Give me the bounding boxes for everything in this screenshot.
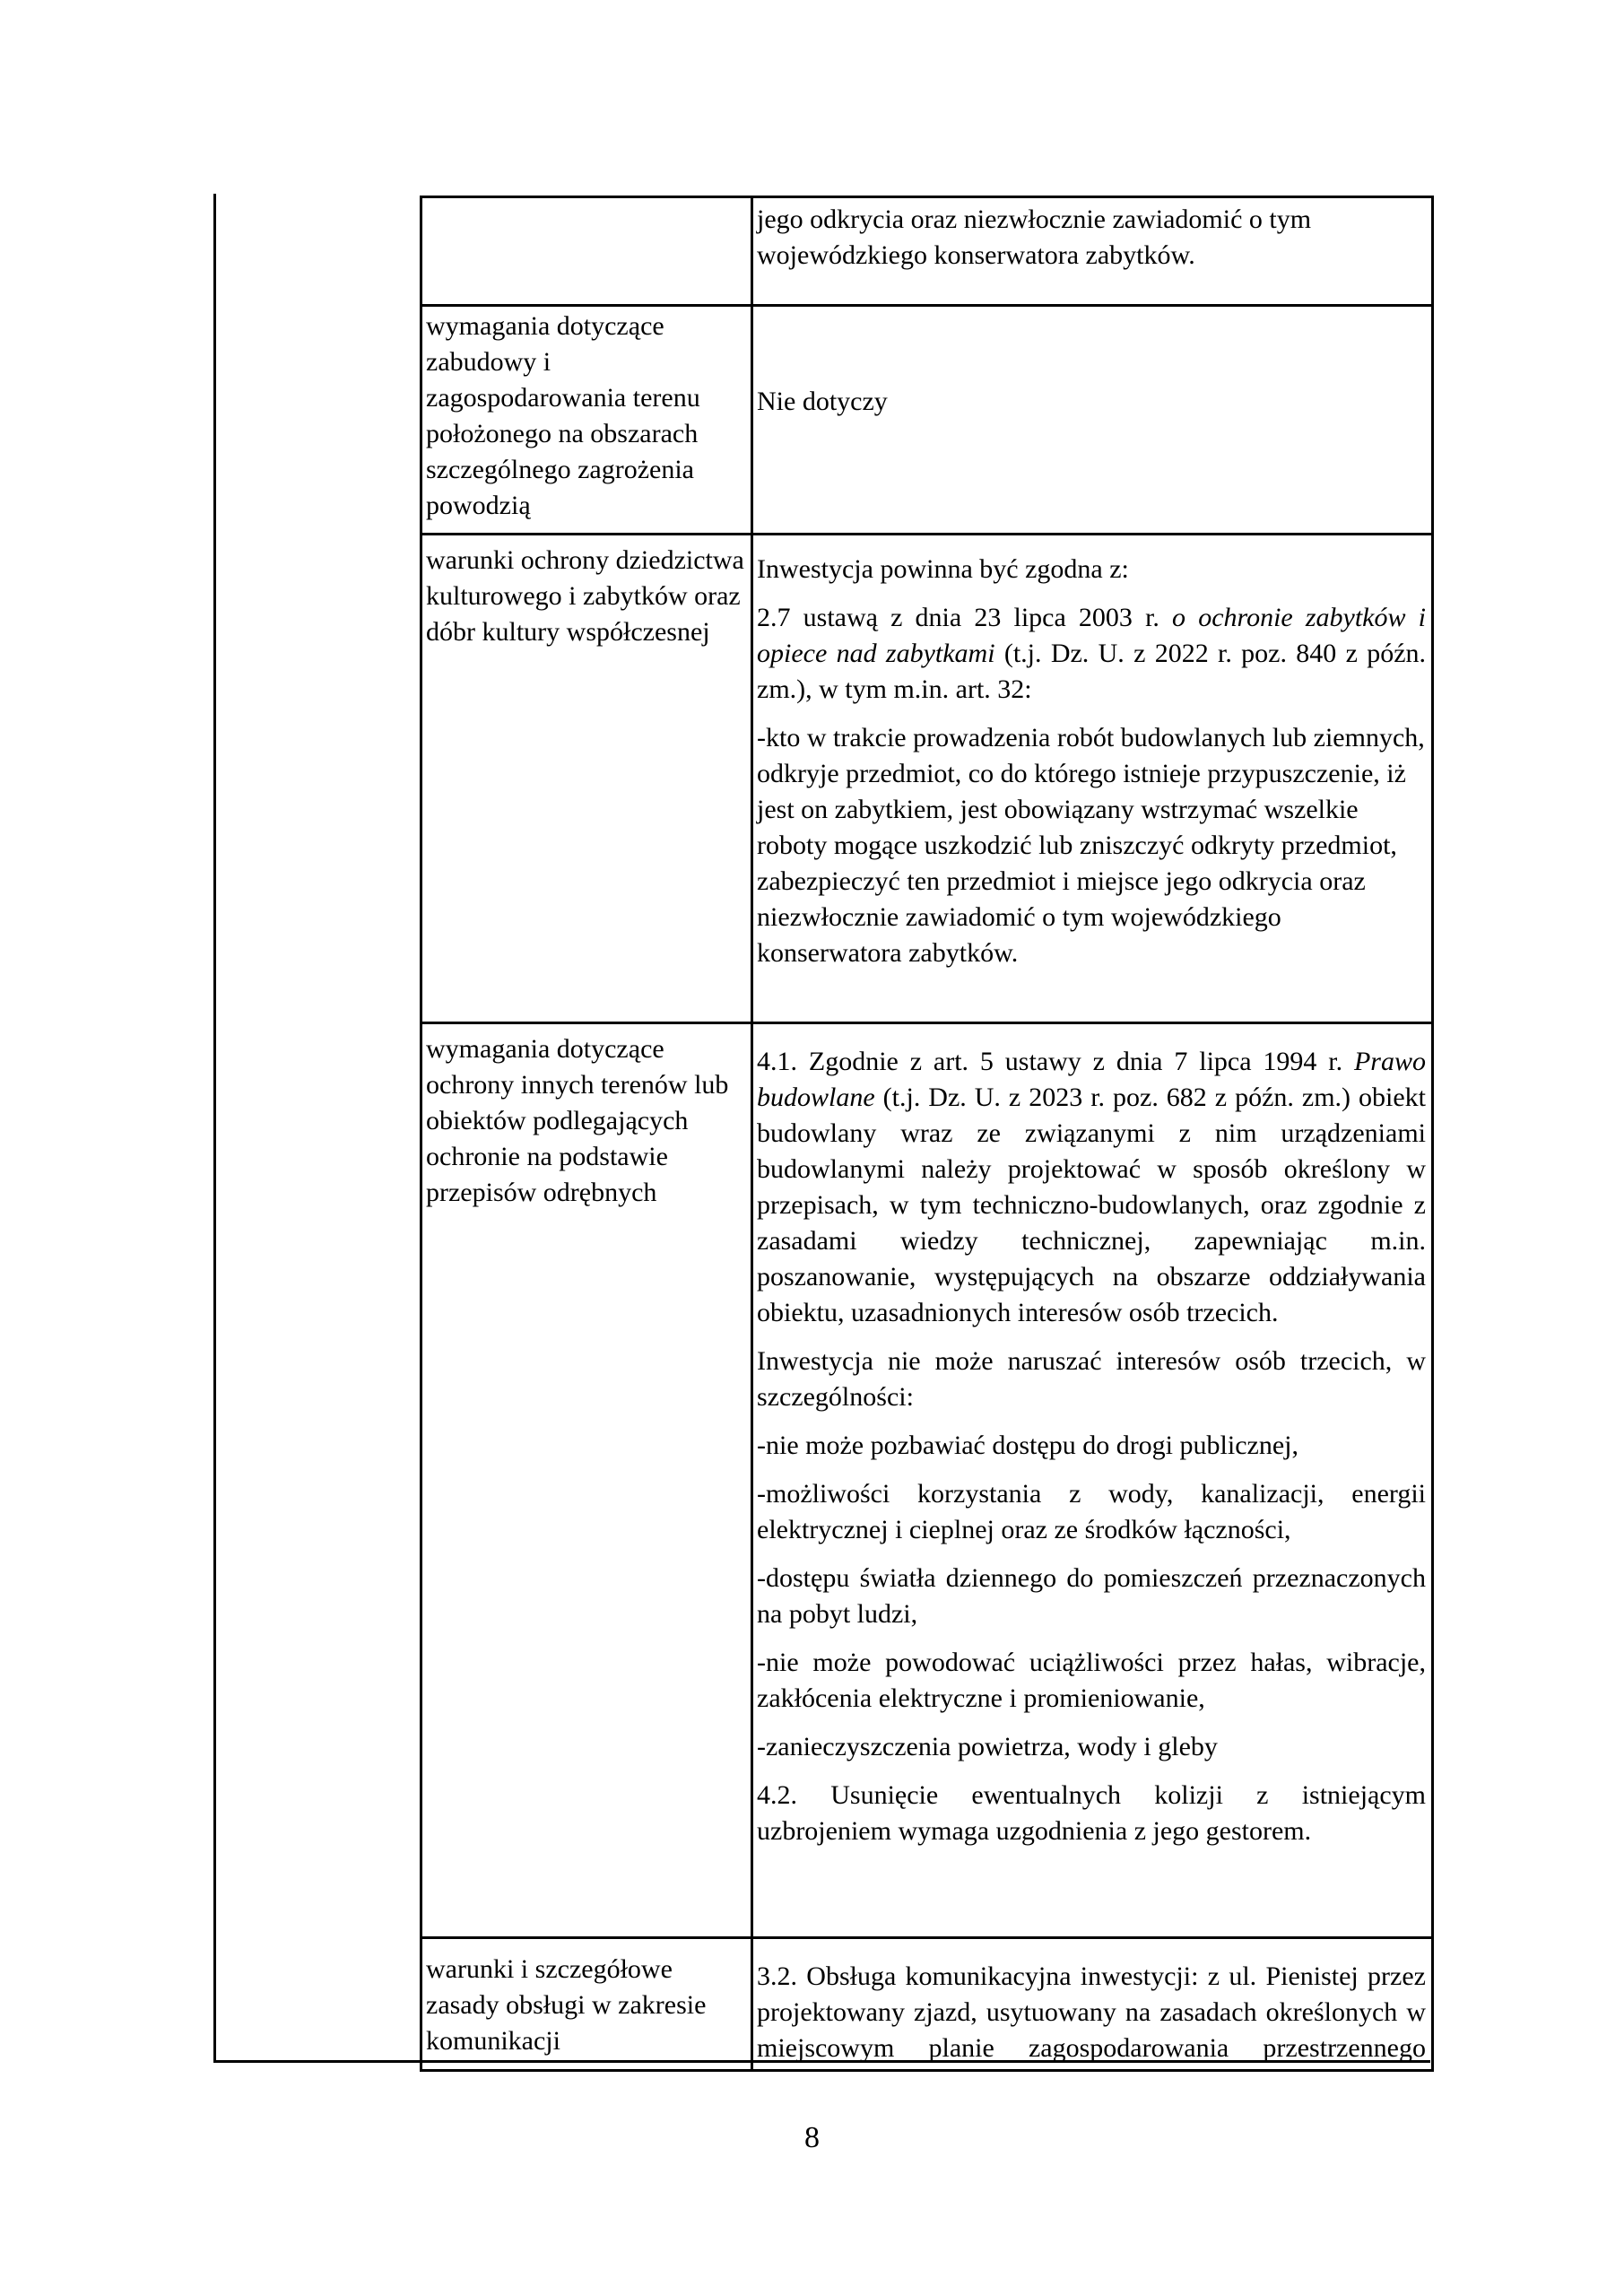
table-row (421, 535, 1433, 1023)
content-paragraph: -dostępu światła dziennego do pomieszczeń przeznaczonych na pobyt ludzi, (757, 1563, 1426, 1629)
content-paragraph: Inwestycja powinna być zgodna z: (757, 554, 1129, 584)
row-label: warunki i szczegółowe zasady obsługi w zakresie komunikacji (426, 1954, 707, 2056)
content-line: projektowany zjazd, usytuowany na zasadach określonych w (757, 1997, 1426, 2027)
conditions-table (420, 196, 1434, 2072)
row-content-cell (752, 1938, 1433, 2071)
content-paragraph: -zanieczyszczenia powietrza, wody i gleby (757, 1732, 1218, 1761)
page-number: 8 (804, 2121, 820, 2154)
row-label-cell (421, 535, 752, 1023)
row-content-cell (752, 306, 1433, 535)
content-paragraph: -możliwości korzystania z wody, kanalizacji, energii elektrycznej i cieplnej oraz ze środków łączności, (757, 1479, 1426, 1544)
content-paragraph: -kto w trakcie prowadzenia robót budowlanych lub ziemnych, odkryje przedmiot, co do którego istnieje przypuszczenie, iż jest on zabytkiem, jest obowiązany wstrzymać wszelkie roboty mogące uszkodzić lub zniszczyć odkryty przedmiot, zabezpieczyć ten przedmiot i miejsce jego odkrycia oraz niezwłocznie zawiadomić o tym wojewódzkiego konserwatora zabytków. (757, 723, 1425, 968)
content-paragraph (757, 1044, 1426, 1331)
row-content-cell (752, 197, 1433, 306)
content-paragraph: -nie może pozbawiać dostępu do drogi publicznej, (757, 1431, 1298, 1460)
law-title: o ochronie zabytków i opiece nad zabytkami (757, 603, 1426, 668)
law-reference-suffix: (t.j. Dz. U. z 2022 r. poz. 840 z późn. zm.), w tym m.in. art. 32: (757, 639, 1427, 704)
outer-frame-left-border (213, 194, 216, 2063)
law-reference-prefix: 2.7 ustawą z dnia 23 lipca 2003 r. (757, 603, 1173, 632)
row-label: wymagania dotyczące zabudowy i zagospodarowania terenu położonego na obszarach szczególnego zagrożenia powodzią (426, 311, 700, 520)
content-paragraph: Inwestycja nie może naruszać interesów osób trzecich, w szczególności: (757, 1346, 1426, 1412)
table-row (421, 1023, 1433, 1938)
row-content-cell (752, 1023, 1433, 1938)
row-label-cell (421, 1023, 752, 1938)
row-label-cell (421, 197, 752, 306)
content-paragraph: -nie może powodować uciążliwości przez hałas, wibracje, zakłócenia elektryczne i promieniowanie, (757, 1648, 1426, 1713)
content-paragraph (757, 600, 1426, 708)
content-line: 3.2. Obsługa komunikacyjna inwestycji: z ul. Pienistej przez (757, 1961, 1426, 1991)
content-paragraph: jego odkrycia oraz niezwłocznie zawiadomić o tym wojewódzkiego konserwatora zabytków. (757, 204, 1312, 270)
row-label-cell (421, 1938, 752, 2071)
row-label-cell (421, 306, 752, 535)
law-reference-suffix: (t.j. Dz. U. z 2023 r. poz. 682 z późn. zm.) obiekt budowlany wraz ze związanymi z nim urządzeniami budowlanymi należy projektować w sposób określony w przepisach, w tym techniczno-budowlanych, oraz zgodnie z zasadami wiedzy technicznej, zapewniając m.in. poszanowanie, występujących na obszarze oddziaływania obiektu, uzasadnionych interesów osób trzecich. (757, 1083, 1426, 1327)
row-content-cell (752, 535, 1433, 1023)
table-row (421, 197, 1433, 306)
row-label: warunki ochrony dziedzictwa kulturowego i zabytków oraz dóbr kultury współczesnej (426, 545, 744, 647)
table-row (421, 306, 1433, 535)
content-line: miejscowym planie zagospodarowania przestrzennego (757, 2033, 1426, 2063)
row-label: wymagania dotyczące ochrony innych terenów lub obiektów podlegających ochronie na podstawie przepisów odrębnych (426, 1034, 729, 1207)
content-paragraph: 4.2. Usunięcie ewentualnych kolizji z istniejącym uzbrojeniem wymaga uzgodnienia z jego gestorem. (757, 1780, 1426, 1846)
table-row (421, 1938, 1433, 2071)
content-paragraph: Nie dotyczy (757, 387, 888, 416)
law-reference-prefix: 4.1. Zgodnie z art. 5 ustawy z dnia 7 lipca 1994 r. (757, 1047, 1354, 1076)
law-title: Prawo budowlane (757, 1047, 1426, 1112)
